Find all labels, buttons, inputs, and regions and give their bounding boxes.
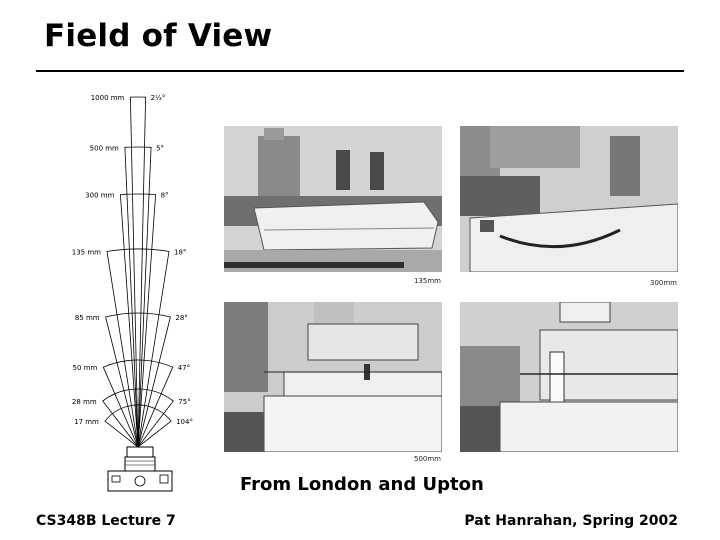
fov-wedge — [107, 249, 169, 447]
photo-1000mm — [460, 302, 678, 452]
fov-wedge — [130, 97, 145, 447]
footer-course: CS348B Lecture 7 — [36, 513, 176, 529]
photo-label-135mm: 135mm — [414, 277, 441, 285]
fov-wedge — [120, 194, 155, 447]
fov-labels — [72, 94, 193, 426]
view-angle-label: 18° — [174, 248, 187, 257]
camera-icon — [108, 447, 172, 491]
footer-author: Pat Hanrahan, Spring 2002 — [464, 513, 678, 529]
photo-label-500mm: 500mm — [414, 455, 441, 463]
view-angle-label: 28° — [175, 314, 188, 322]
photo-500mm — [224, 302, 442, 452]
title-divider — [36, 70, 684, 72]
view-angle-label: 5° — [156, 144, 165, 153]
focal-length-label: 85 mm — [74, 314, 100, 322]
focal-length-label: 28 mm — [71, 398, 97, 406]
fov-wedge — [106, 313, 171, 447]
photo-label-300mm: 300mm — [650, 279, 677, 287]
view-angle-label: 47° — [177, 364, 191, 373]
focal-length-label: 135 mm — [71, 248, 101, 257]
fov-wedge — [125, 147, 151, 447]
focal-length-label: 300 mm — [85, 191, 115, 200]
focal-length-label: 50 mm — [72, 364, 98, 373]
photo-300mm — [460, 126, 678, 272]
view-angle-label: 104° — [176, 418, 193, 427]
photo-135mm — [224, 126, 442, 272]
figure-caption: From London and Upton — [240, 474, 484, 495]
focal-length-label: 500 mm — [89, 144, 119, 153]
focal-length-label: 17 mm — [74, 418, 99, 427]
view-angle-label: 8° — [160, 191, 169, 200]
view-angle-label: 75° — [178, 398, 191, 406]
view-angle-label: 2½° — [150, 94, 166, 103]
focal-length-label: 1000 mm — [90, 94, 125, 103]
field-of-view-diagram — [40, 85, 220, 495]
slide-title: Field of View — [44, 18, 273, 54]
